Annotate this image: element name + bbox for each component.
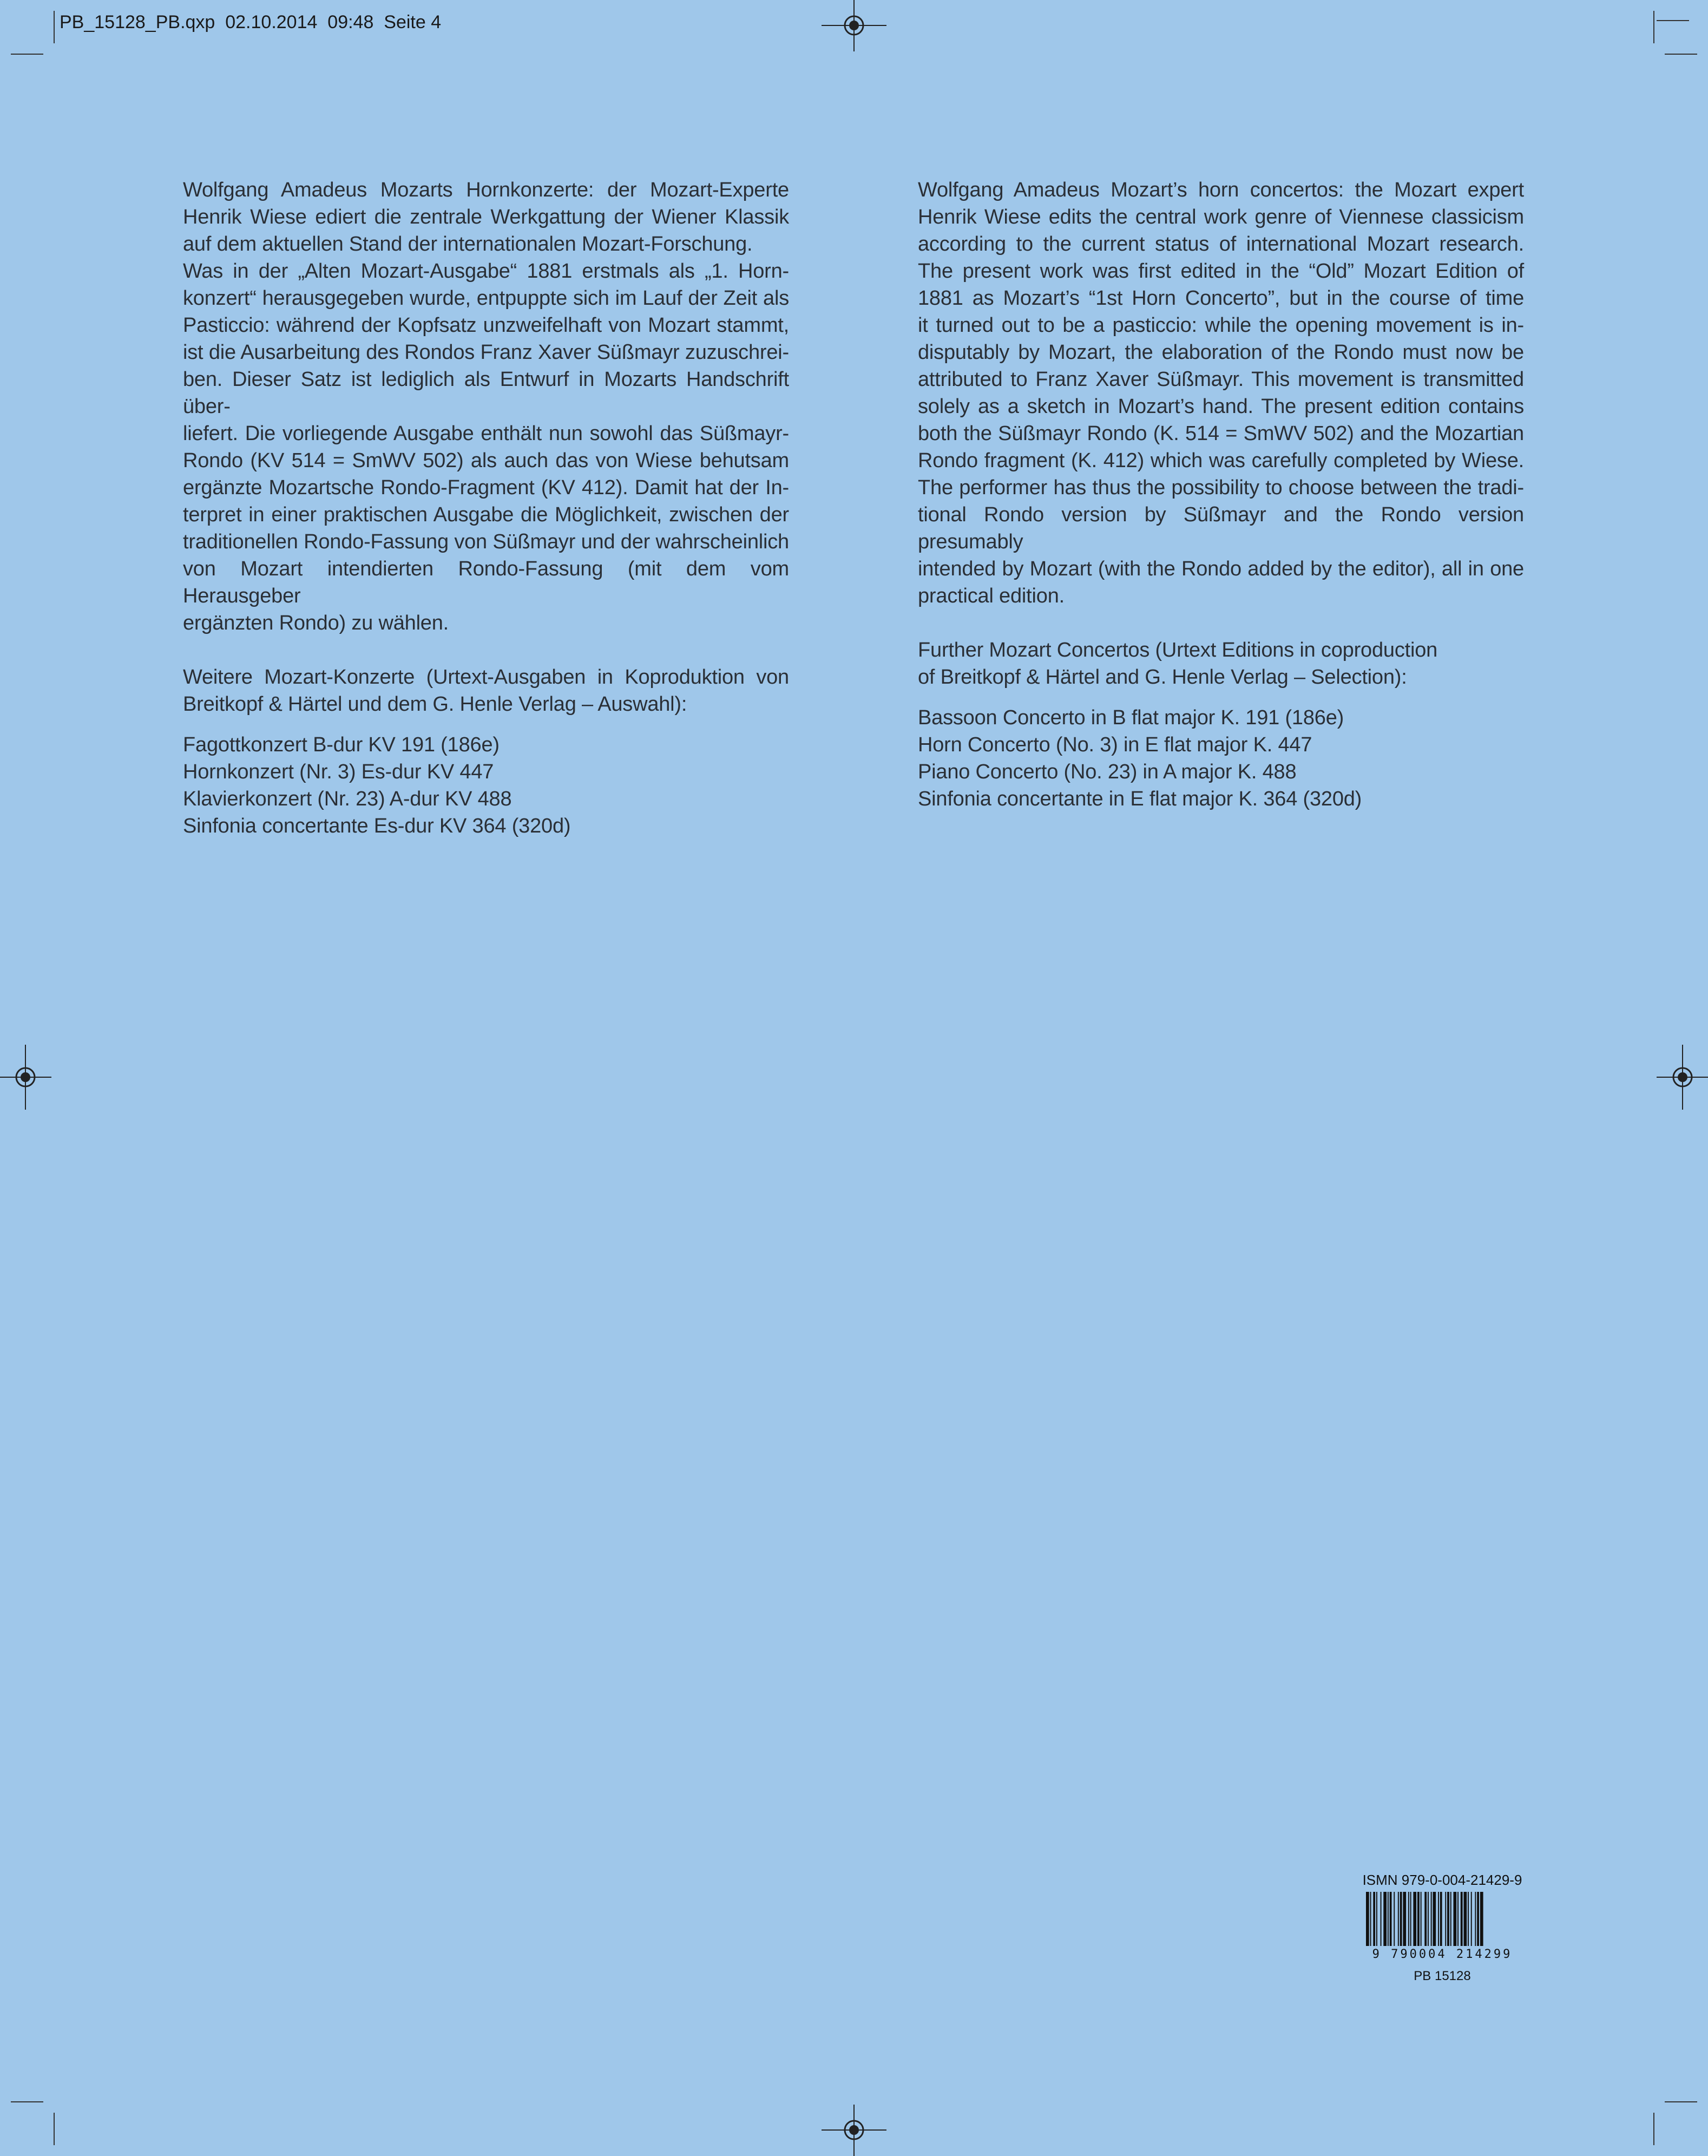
text-line: Henrik Wiese ediert die zentrale Werkgattung der Wiener Klassik <box>183 206 789 228</box>
text-line: ben. Dieser Satz ist lediglich als Entwurf in Mozarts Handschrift über- <box>183 368 789 418</box>
text-line: ergänzten Rondo) zu wählen. <box>183 612 449 634</box>
text-line: Wolfgang Amadeus Mozarts Hornkonzerte: der Mozart-Experte <box>183 179 789 201</box>
text-line: auf dem aktuellen Stand der internationalen Mozart-Forschung. <box>183 233 753 255</box>
list-item: Hornkonzert (Nr. 3) Es-dur KV 447 <box>183 761 494 783</box>
text-line: liefert. Die vorliegende Ausgabe enthält nun sowohl das Süßmayr- <box>183 422 789 445</box>
text-line: tional Rondo version by Süßmayr and the Rondo version presumably <box>918 503 1524 553</box>
registration-mark-right <box>1657 1045 1708 1110</box>
barcode-graphic <box>1358 1892 1526 1946</box>
crop-mark-bottom-right <box>1600 2048 1708 2156</box>
text-line: terpret in einer praktischen Ausgabe die Möglichkeit, zwischen der <box>183 503 789 526</box>
text-line: according to the current status of international Mozart research. <box>918 233 1524 255</box>
crop-mark-top-right <box>1600 0 1708 108</box>
registration-mark-bottom <box>822 2105 886 2156</box>
text-line: von Mozart intendierten Rondo-Fassung (mit dem vom Herausgeber <box>183 558 789 607</box>
barcode-digits: 9 790004 214299 <box>1372 1948 1513 1961</box>
print-slug: PB_15128_PB.qxp 02.10.2014 09:48 Seite 4 <box>60 12 442 32</box>
list-item: Sinfonia concertante in E flat major K. 364 (320d) <box>918 788 1362 810</box>
text-line: Weitere Mozart-Konzerte (Urtext-Ausgaben in Koproduktion von <box>183 666 789 689</box>
english-works-list <box>918 704 1524 812</box>
registration-mark-top <box>822 0 886 51</box>
text-line: attributed to Franz Xaver Süßmayr. This movement is transmitted <box>918 368 1524 391</box>
text-line: konzert“ herausgegeben wurde, entpuppte sich im Lauf der Zeit als <box>183 287 789 310</box>
text-line: Henrik Wiese edits the central work genre of Viennese classicism <box>918 206 1524 228</box>
text-line: Rondo (KV 514 = SmWV 502) als auch das von Wiese behutsam <box>183 449 789 472</box>
list-item: Horn Concerto (No. 3) in E flat major K. 447 <box>918 733 1312 756</box>
ismn-label: ISMN 979-0-004-21429-9 <box>1362 1872 1522 1888</box>
text-line: ergänzte Mozartsche Rondo-Fragment (KV 412). Damit hat der In- <box>183 476 789 499</box>
german-works-list <box>183 731 789 840</box>
text-line: Pasticcio: während der Kopfsatz unzweifelhaft von Mozart stammt, <box>183 314 789 337</box>
english-column <box>918 176 1524 812</box>
registration-mark-left <box>0 1045 51 1110</box>
list-item: Piano Concerto (No. 23) in A major K. 488 <box>918 761 1297 783</box>
list-item: Bassoon Concerto in B flat major K. 191 (186e) <box>918 706 1344 729</box>
list-item: Sinfonia concertante Es-dur KV 364 (320d) <box>183 815 571 837</box>
german-column <box>183 176 789 840</box>
text-line: Was in der „Alten Mozart-Ausgabe“ 1881 erstmals als „1. Horn- <box>183 260 789 283</box>
english-further-heading <box>918 637 1524 691</box>
german-further-heading <box>183 664 789 718</box>
text-line: Further Mozart Concertos (Urtext Editions in coproduction <box>918 639 1438 661</box>
text-line: intended by Mozart (with the Rondo added by the editor), all in one <box>918 558 1524 580</box>
text-line: Wolfgang Amadeus Mozart’s horn concertos: the Mozart expert <box>918 179 1524 201</box>
text-line: it turned out to be a pasticcio: while the opening movement is in- <box>918 314 1524 337</box>
text-line: of Breitkopf & Härtel and G. Henle Verlag – Selection): <box>918 666 1407 689</box>
text-line: Rondo fragment (K. 412) which was carefully completed by Wiese. <box>918 449 1524 472</box>
barcode-block <box>1358 1872 1526 1984</box>
crop-mark-top-left <box>0 0 108 108</box>
text-line: solely as a sketch in Mozart’s hand. The present edition contains <box>918 395 1524 418</box>
text-line: traditionellen Rondo-Fassung von Süßmayr und der wahrscheinlich <box>183 530 789 553</box>
crop-mark-bottom-left <box>0 2048 108 2156</box>
text-line: The performer has thus the possibility to choose between the tradi- <box>918 476 1524 499</box>
text-line: ist die Ausarbeitung des Rondos Franz Xaver Süßmayr zuzuschrei- <box>183 341 789 364</box>
catalogue-number: PB 15128 <box>1414 1969 1471 1983</box>
text-line: The present work was first edited in the “Old” Mozart Edition of <box>918 260 1524 283</box>
text-line: both the Süßmayr Rondo (K. 514 = SmWV 502) and the Mozartian <box>918 422 1524 445</box>
text-line: Breitkopf & Härtel und dem G. Henle Verlag – Auswahl): <box>183 693 687 716</box>
list-item: Klavierkonzert (Nr. 23) A-dur KV 488 <box>183 788 512 810</box>
text-line: 1881 as Mozart’s “1st Horn Concerto”, but in the course of time <box>918 287 1524 310</box>
text-line: disputably by Mozart, the elaboration of the Rondo must now be <box>918 341 1524 364</box>
text-line: practical edition. <box>918 585 1065 607</box>
english-description <box>918 176 1524 610</box>
list-item: Fagottkonzert B-dur KV 191 (186e) <box>183 733 500 756</box>
german-description <box>183 176 789 637</box>
